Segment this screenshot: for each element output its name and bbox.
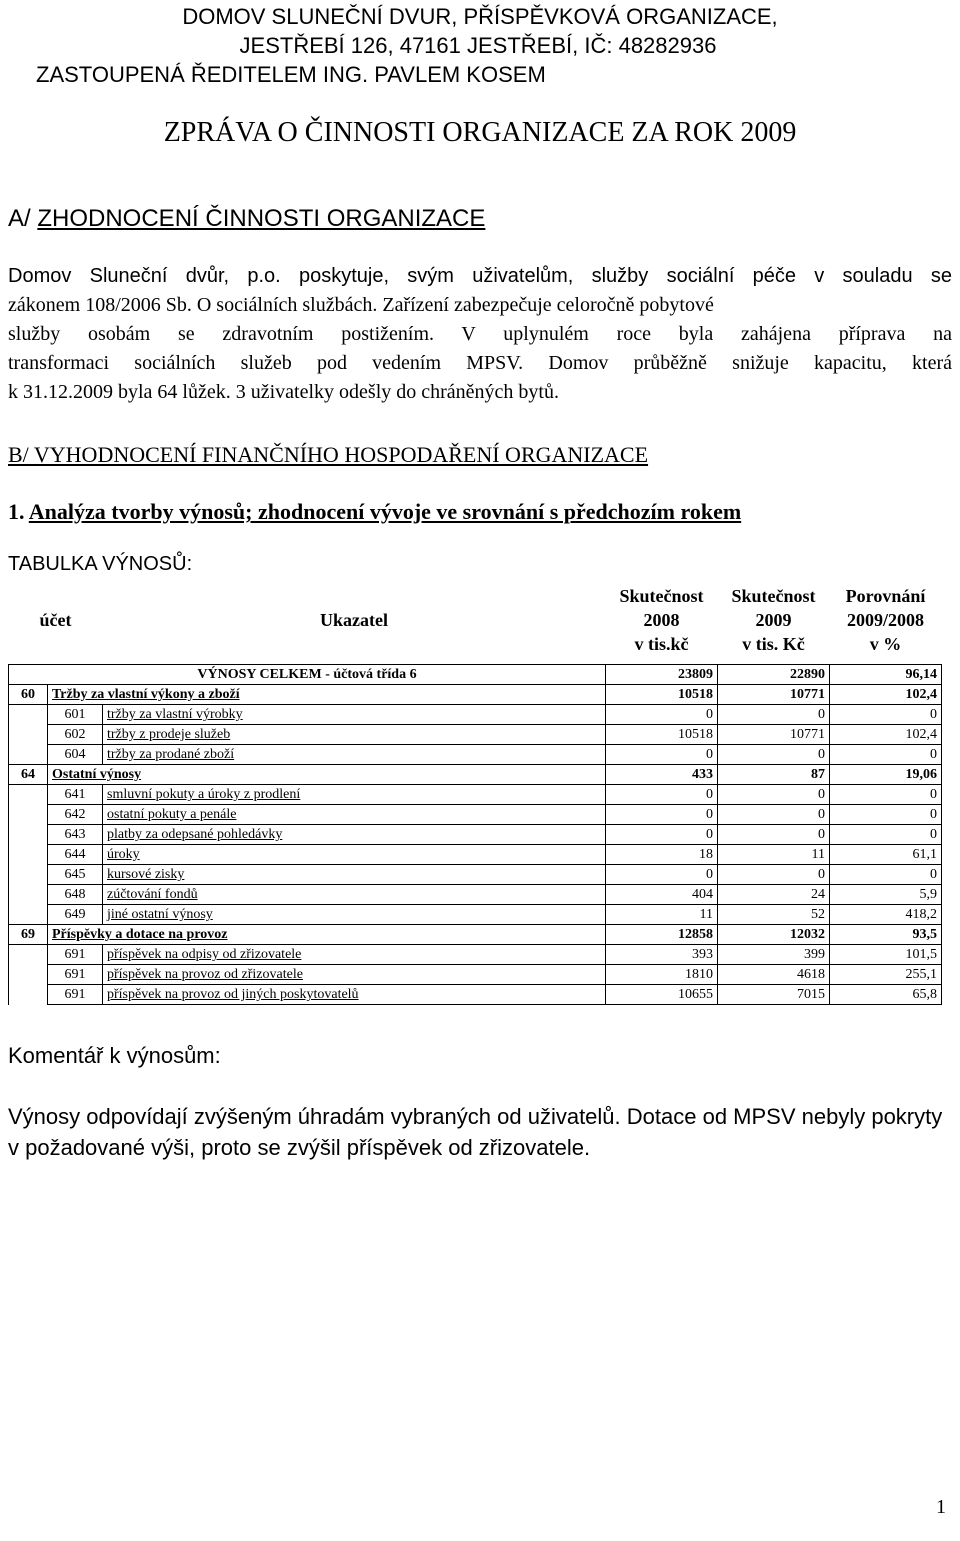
value-2009-cell: 399	[718, 945, 830, 965]
header-comparison-line3: v %	[869, 634, 902, 654]
paragraph-line-5: k 31.12.2009 byla 64 lůžek. 3 uživatelky odešly do chráněných bytů.	[8, 381, 559, 403]
account-sub-cell: 649	[48, 905, 103, 925]
table-row	[9, 905, 942, 925]
total-2008: 23809	[606, 665, 718, 685]
percent-cell: 61,1	[830, 845, 942, 865]
row-label: platby za odepsané pohledávky	[107, 827, 283, 842]
row-label: úroky	[107, 847, 140, 862]
report-title: ZPRÁVA O ČINNOSTI ORGANIZACE ZA ROK 2009	[163, 117, 797, 148]
value-2009-cell: 0	[718, 745, 830, 765]
section-a-heading	[8, 205, 485, 233]
analysis-title: Analýza tvorby výnosů; zhodnocení vývoje ve srovnání s předchozím rokem	[28, 499, 742, 524]
row-label-cell	[103, 885, 606, 905]
table-row	[9, 865, 942, 885]
value-2008-cell: 0	[606, 805, 718, 825]
percent-cell: 65,8	[830, 985, 942, 1005]
table-row	[9, 965, 942, 985]
header-comparison	[830, 582, 942, 658]
percent-cell: 101,5	[830, 945, 942, 965]
value-2008-cell: 11	[606, 905, 718, 925]
page-number: 1	[936, 1496, 946, 1518]
account-sub-cell: 601	[48, 705, 103, 725]
value-2008-cell: 12858	[606, 925, 718, 945]
value-2009-cell: 11	[718, 845, 830, 865]
value-2008-cell: 0	[606, 745, 718, 765]
table-row	[9, 705, 942, 725]
header-actual-2008	[606, 582, 718, 658]
value-2008-cell: 393	[606, 945, 718, 965]
header-indicator: Ukazatel	[320, 610, 388, 630]
total-percent: 96,14	[830, 665, 942, 685]
value-2009-cell: 7015	[718, 985, 830, 1005]
comment-heading: Komentář k výnosům:	[8, 1043, 221, 1068]
account-group-cell	[9, 965, 48, 985]
account-group-cell	[9, 985, 48, 1005]
percent-cell: 418,2	[830, 905, 942, 925]
percent-cell: 0	[830, 785, 942, 805]
header-comparison-line2: 2009/2008	[846, 610, 924, 630]
value-2008-cell: 10655	[606, 985, 718, 1005]
percent-cell: 102,4	[830, 725, 942, 745]
account-group-cell	[9, 885, 48, 905]
account-sub-cell: 691	[48, 965, 103, 985]
row-label: příspěvek na odpisy od zřizovatele	[107, 947, 302, 962]
table-row	[9, 745, 942, 765]
account-sub-cell: 602	[48, 725, 103, 745]
account-group-cell	[9, 725, 48, 745]
account-group-cell	[9, 825, 48, 845]
header-actual-2009-line2: 2009	[755, 610, 792, 630]
value-2008-cell: 0	[606, 785, 718, 805]
organization-header	[0, 2, 960, 89]
value-2009-cell: 0	[718, 825, 830, 845]
row-label: Příspěvky a dotace na provoz	[52, 927, 228, 942]
row-label-cell	[103, 825, 606, 845]
row-label-cell	[48, 685, 606, 705]
percent-cell: 102,4	[830, 685, 942, 705]
section-a-prefix: A/	[8, 205, 31, 232]
percent-cell: 0	[830, 805, 942, 825]
paragraph-line-3: služby osobám se zdravotním postižením. V uplynulém roce byla zahájena příprava na	[8, 323, 952, 345]
table-label: TABULKA VÝNOSŮ:	[8, 553, 193, 575]
header-account: účet	[39, 610, 72, 630]
value-2009-cell: 0	[718, 865, 830, 885]
header-actual-2008-line2: 2008	[643, 610, 680, 630]
account-group-cell	[9, 805, 48, 825]
header-actual-2009-line1: Skutečnost	[731, 586, 816, 606]
table-row	[9, 945, 942, 965]
row-label: Tržby za vlastní výkony a zboží	[52, 687, 240, 702]
account-group-cell	[9, 905, 48, 925]
value-2008-cell: 0	[606, 865, 718, 885]
value-2009-cell: 0	[718, 785, 830, 805]
table-row	[9, 805, 942, 825]
value-2009-cell: 10771	[718, 725, 830, 745]
row-label-cell	[103, 725, 606, 745]
table-row	[9, 685, 942, 705]
percent-cell: 19,06	[830, 765, 942, 785]
row-label-cell	[103, 905, 606, 925]
paragraph-line-4: transformaci sociálních služeb pod vedením MPSV. Domov průběžně snižuje kapacitu, která	[8, 352, 952, 374]
account-group-cell	[9, 745, 48, 765]
row-label: tržby za prodané zboží	[107, 747, 235, 762]
paragraph-line-2-text: zákonem 108/2006 Sb. O sociálních službách. Zařízení zabezpečuje celoročně pobytové	[8, 294, 714, 316]
total-row	[9, 665, 942, 685]
section-a-title: ZHODNOCENÍ ČINNOSTI ORGANIZACE	[37, 205, 486, 232]
paragraph-line-2	[8, 291, 952, 320]
account-group-cell: 60	[9, 685, 48, 705]
account-group-cell	[9, 785, 48, 805]
row-label: zúčtování fondů	[107, 887, 198, 902]
row-label-cell	[103, 705, 606, 725]
value-2008-cell: 433	[606, 765, 718, 785]
org-representative-line: ZASTOUPENÁ ŘEDITELEM ING. PAVLEM KOSEM	[36, 62, 546, 87]
account-group-cell	[9, 845, 48, 865]
value-2008-cell: 404	[606, 885, 718, 905]
value-2009-cell: 24	[718, 885, 830, 905]
account-sub-cell: 642	[48, 805, 103, 825]
account-sub-cell: 691	[48, 945, 103, 965]
account-sub-cell: 648	[48, 885, 103, 905]
percent-cell: 0	[830, 745, 942, 765]
value-2008-cell: 10518	[606, 685, 718, 705]
row-label: příspěvek na provoz od jiných poskytovatelů	[107, 987, 359, 1002]
row-label: smluvní pokuty a úroky z prodlení	[107, 787, 301, 802]
value-2008-cell: 0	[606, 825, 718, 845]
total-label: VÝNOSY CELKEM - účtová třída 6	[9, 665, 606, 685]
paragraph-line-1: Domov Sluneční dvůr, p.o. poskytuje, svým uživatelům, služby sociální péče v souladu se	[8, 265, 952, 287]
account-sub-cell: 641	[48, 785, 103, 805]
row-label-cell	[103, 945, 606, 965]
percent-cell: 0	[830, 705, 942, 725]
table-row	[9, 985, 942, 1005]
percent-cell: 0	[830, 825, 942, 845]
account-group-cell	[9, 945, 48, 965]
account-sub-cell: 645	[48, 865, 103, 885]
row-label-cell	[48, 925, 606, 945]
table-row	[9, 845, 942, 865]
percent-cell: 5,9	[830, 885, 942, 905]
analysis-number: 1.	[8, 499, 25, 524]
percent-cell: 255,1	[830, 965, 942, 985]
row-label-cell	[103, 985, 606, 1005]
account-group-cell	[9, 865, 48, 885]
activity-paragraph	[8, 262, 952, 407]
row-label: tržby za vlastní výrobky	[107, 707, 243, 722]
value-2009-cell: 0	[718, 705, 830, 725]
account-sub-cell: 644	[48, 845, 103, 865]
header-actual-2009-line3: v tis. Kč	[742, 634, 805, 654]
value-2009-cell: 52	[718, 905, 830, 925]
row-label-cell	[103, 745, 606, 765]
comment-text: Výnosy odpovídají zvýšeným úhradám vybraných od uživatelů. Dotace od MPSV nebyly pokryty v požadované výši, proto se zvýšil příspěvek od zřizovatele.	[8, 1104, 943, 1160]
row-label-cell	[103, 965, 606, 985]
row-label-cell	[103, 805, 606, 825]
row-label: tržby z prodeje služeb	[107, 727, 231, 742]
account-group-cell: 69	[9, 925, 48, 945]
row-label: kursové zisky	[107, 867, 185, 882]
row-label-cell	[103, 785, 606, 805]
value-2008-cell: 0	[606, 705, 718, 725]
row-label-cell	[48, 765, 606, 785]
section-b-heading: B/ VYHODNOCENÍ FINANČNÍHO HOSPODAŘENÍ ORGANIZACE	[8, 442, 649, 467]
org-name-line: DOMOV SLUNEČNÍ DVUR, PŘÍSPĚVKOVÁ ORGANIZACE,	[182, 4, 778, 29]
table-row	[9, 725, 942, 745]
value-2009-cell: 87	[718, 765, 830, 785]
value-2009-cell: 0	[718, 805, 830, 825]
table-row	[9, 765, 942, 785]
header-actual-2008-line3: v tis.kč	[634, 634, 689, 654]
analysis-heading	[8, 499, 741, 525]
value-2008-cell: 1810	[606, 965, 718, 985]
org-address-line: JESTŘEBÍ 126, 47161 JESTŘEBÍ, IČ: 48282936	[239, 33, 717, 58]
row-label-cell	[103, 865, 606, 885]
account-group-cell	[9, 705, 48, 725]
row-label: Ostatní výnosy	[52, 767, 142, 782]
row-label-cell	[103, 845, 606, 865]
account-group-cell: 64	[9, 765, 48, 785]
table-row	[9, 825, 942, 845]
value-2009-cell: 12032	[718, 925, 830, 945]
row-label: ostatní pokuty a penále	[107, 807, 237, 822]
value-2008-cell: 18	[606, 845, 718, 865]
value-2009-cell: 4618	[718, 965, 830, 985]
total-2009: 22890	[718, 665, 830, 685]
value-2008-cell: 10518	[606, 725, 718, 745]
table-row	[9, 925, 942, 945]
account-sub-cell: 691	[48, 985, 103, 1005]
value-2009-cell: 10771	[718, 685, 830, 705]
header-actual-2008-line1: Skutečnost	[619, 586, 704, 606]
row-label: jiné ostatní výnosy	[107, 907, 213, 922]
header-actual-2009	[718, 582, 830, 658]
table-row	[9, 785, 942, 805]
table-row	[9, 885, 942, 905]
table-header-row	[9, 582, 942, 658]
header-comparison-line1: Porovnání	[845, 586, 926, 606]
account-sub-cell: 604	[48, 745, 103, 765]
account-sub-cell: 643	[48, 825, 103, 845]
percent-cell: 93,5	[830, 925, 942, 945]
revenue-table	[8, 582, 942, 1005]
percent-cell: 0	[830, 865, 942, 885]
row-label: příspěvek na provoz od zřizovatele	[107, 967, 303, 982]
